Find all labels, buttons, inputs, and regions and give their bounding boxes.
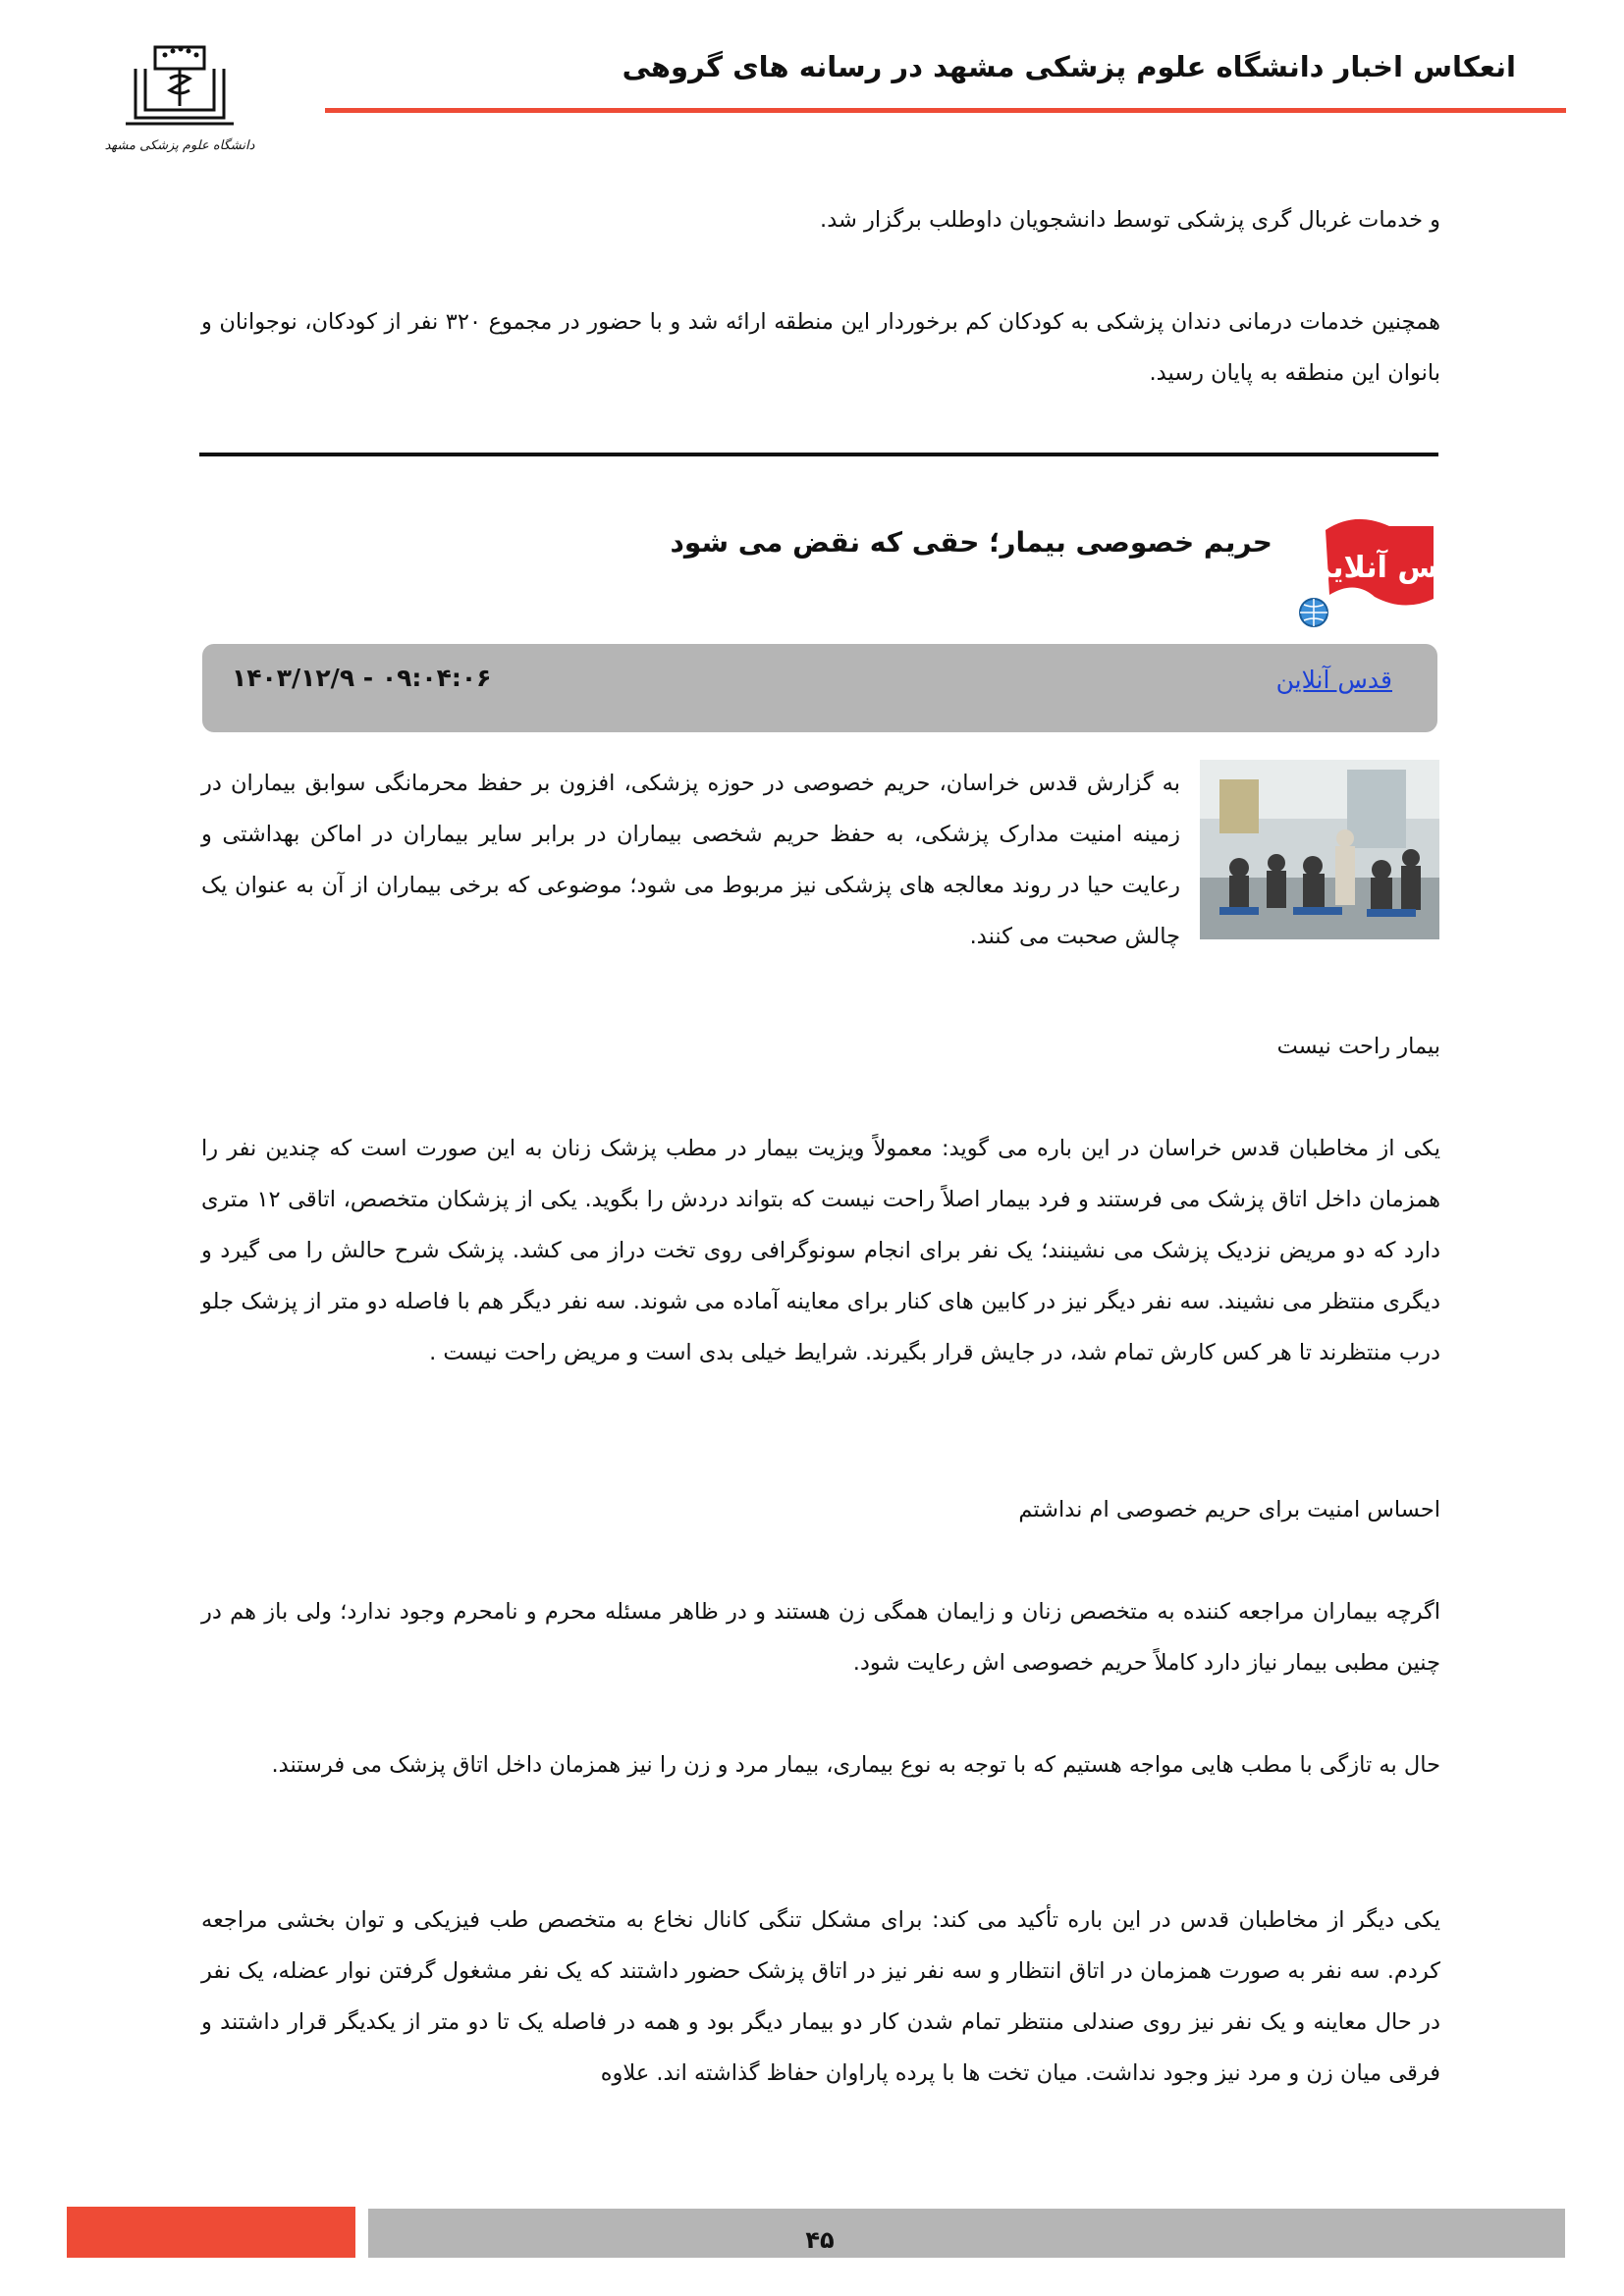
body-paragraph-2: اگرچه بیماران مراجعه کننده به متخصص زنان و زایمان همگی زن هستند و در ظاهر مسئله محرم و نامحرم وجود ندارد؛ ولی باز هم در چنین مطبی بیمار نیاز دارد کاملاً حریم خصوصی اش رعایت شود.	[201, 1599, 1440, 1676]
header-divider	[325, 108, 1566, 113]
outlet-logo-text: قدس آنلاین	[1306, 551, 1475, 585]
university-logo	[104, 39, 255, 167]
page-number: ۴۵	[805, 2226, 835, 2254]
article-title: حریم خصوصی بیمار؛ حقی که نقض می شود	[670, 526, 1272, 559]
article-intro: به گزارش قدس خراسان، حریم خصوصی در حوزه پزشکی، افزون بر حفظ محرمانگی سوابق بیماران در زمینه امنیت مدارک پزشکی، به حفظ حریم شخصی بیماران در برابر سایر بیماران در اماکن بهداشتی و رعایت حیا در روند معالجه های پزشکی نیز مربوط می شود؛ موضوعی که برخی بیماران از آن به عنوان یک چالش صحبت می کنند.	[201, 771, 1180, 949]
subheading-1: بیمار راحت نیست	[1276, 1034, 1440, 1059]
body-paragraph-3: حال به تازگی با مطب هایی مواجه هستیم که با توجه به نوع بیماری، بیمار مرد و زن را نیز همزمان داخل اتاق پزشک می فرستند.	[271, 1752, 1440, 1778]
logo-caption: دانشگاه علوم پزشکی مشهد	[104, 138, 255, 153]
footer-accent-bar	[67, 2207, 355, 2258]
source-link[interactable]: قدس آنلاین	[1275, 666, 1392, 694]
top-paragraph-1: و خدمات غربال گری پزشکی توسط دانشجویان داوطلب برگزار شد.	[820, 207, 1440, 233]
body-paragraph-1: یکی از مخاطبان قدس خراسان در این باره می گوید: معمولاً ویزیت بیمار در مطب پزشک زنان به این صورت است که چندین نفر را همزمان داخل اتاق پزشک می فرستند و فرد بیمار اصلاً راحت نیست که بتواند دردش را بگوید. یکی از پزشکان متخصص، اتاقی ۱۲ متری دارد که دو مریض نزدیک پزشک می نشینند؛ یک نفر برای انجام سونوگرافی روی تخت دراز می کشد. پزشک شرح حالش را می گیرد و دیگری منتظر می نشیند. سه نفر دیگر نیز در کابین های کنار برای معاینه آماده می شوند. سه نفر دیگر هم با فاصله دو متر از پزشک جلو درب منتظرند تا هر کس کارش تمام شد، در جایش قرار بگیرند. شرایط خیلی بدی است و مریض راحت نیست .	[201, 1136, 1440, 1365]
body-paragraph-4: یکی دیگر از مخاطبان قدس در این باره تأکید می کند: برای مشکل تنگی کانال نخاع به متخصص طب فیزیکی و توان بخشی مراجعه کردم. سه نفر به صورت همزمان در اتاق انتظار و سه نفر نیز در اتاق پزشک حضور داشتند که یک نفر مشغول گرفتن نوار عضله، یک نفر در حال معاینه و یک نفر نیز روی صندلی منتظر تمام شدن کار دو بیمار دیگر بود و همه در فاصله یک تا دو متر از یکدیگر قرار داشتند و فرقی میان زن و مرد نیز وجود نداشت. میان تخت ها با پرده پاراوان حفاظ گذاشته اند. علاوه	[201, 1907, 1440, 2086]
article-photo	[1200, 760, 1439, 939]
article-meta-bar	[202, 644, 1437, 732]
article-datetime: ۱۴۰۳/۱۲/۹ - ۰۹:۰۴:۰۶	[232, 664, 492, 692]
page-header-title: انعکاس اخبار دانشگاه علوم پزشکی مشهد در رسانه های گروهی	[622, 50, 1516, 83]
subheading-2: احساس امنیت برای حریم خصوصی ام نداشتم	[1018, 1497, 1440, 1522]
footer-gray-bar	[368, 2209, 1565, 2258]
news-outlet-logo	[1296, 510, 1475, 630]
section-divider	[199, 453, 1438, 456]
top-paragraph-2: همچنین خدمات درمانی دندان پزشکی به کودکان کم برخوردار این منطقه ارائه شد و با حضور در مجموع ۳۲۰ نفر از کودکان، نوجوانان و بانوان این منطقه به پایان رسید.	[201, 309, 1440, 386]
